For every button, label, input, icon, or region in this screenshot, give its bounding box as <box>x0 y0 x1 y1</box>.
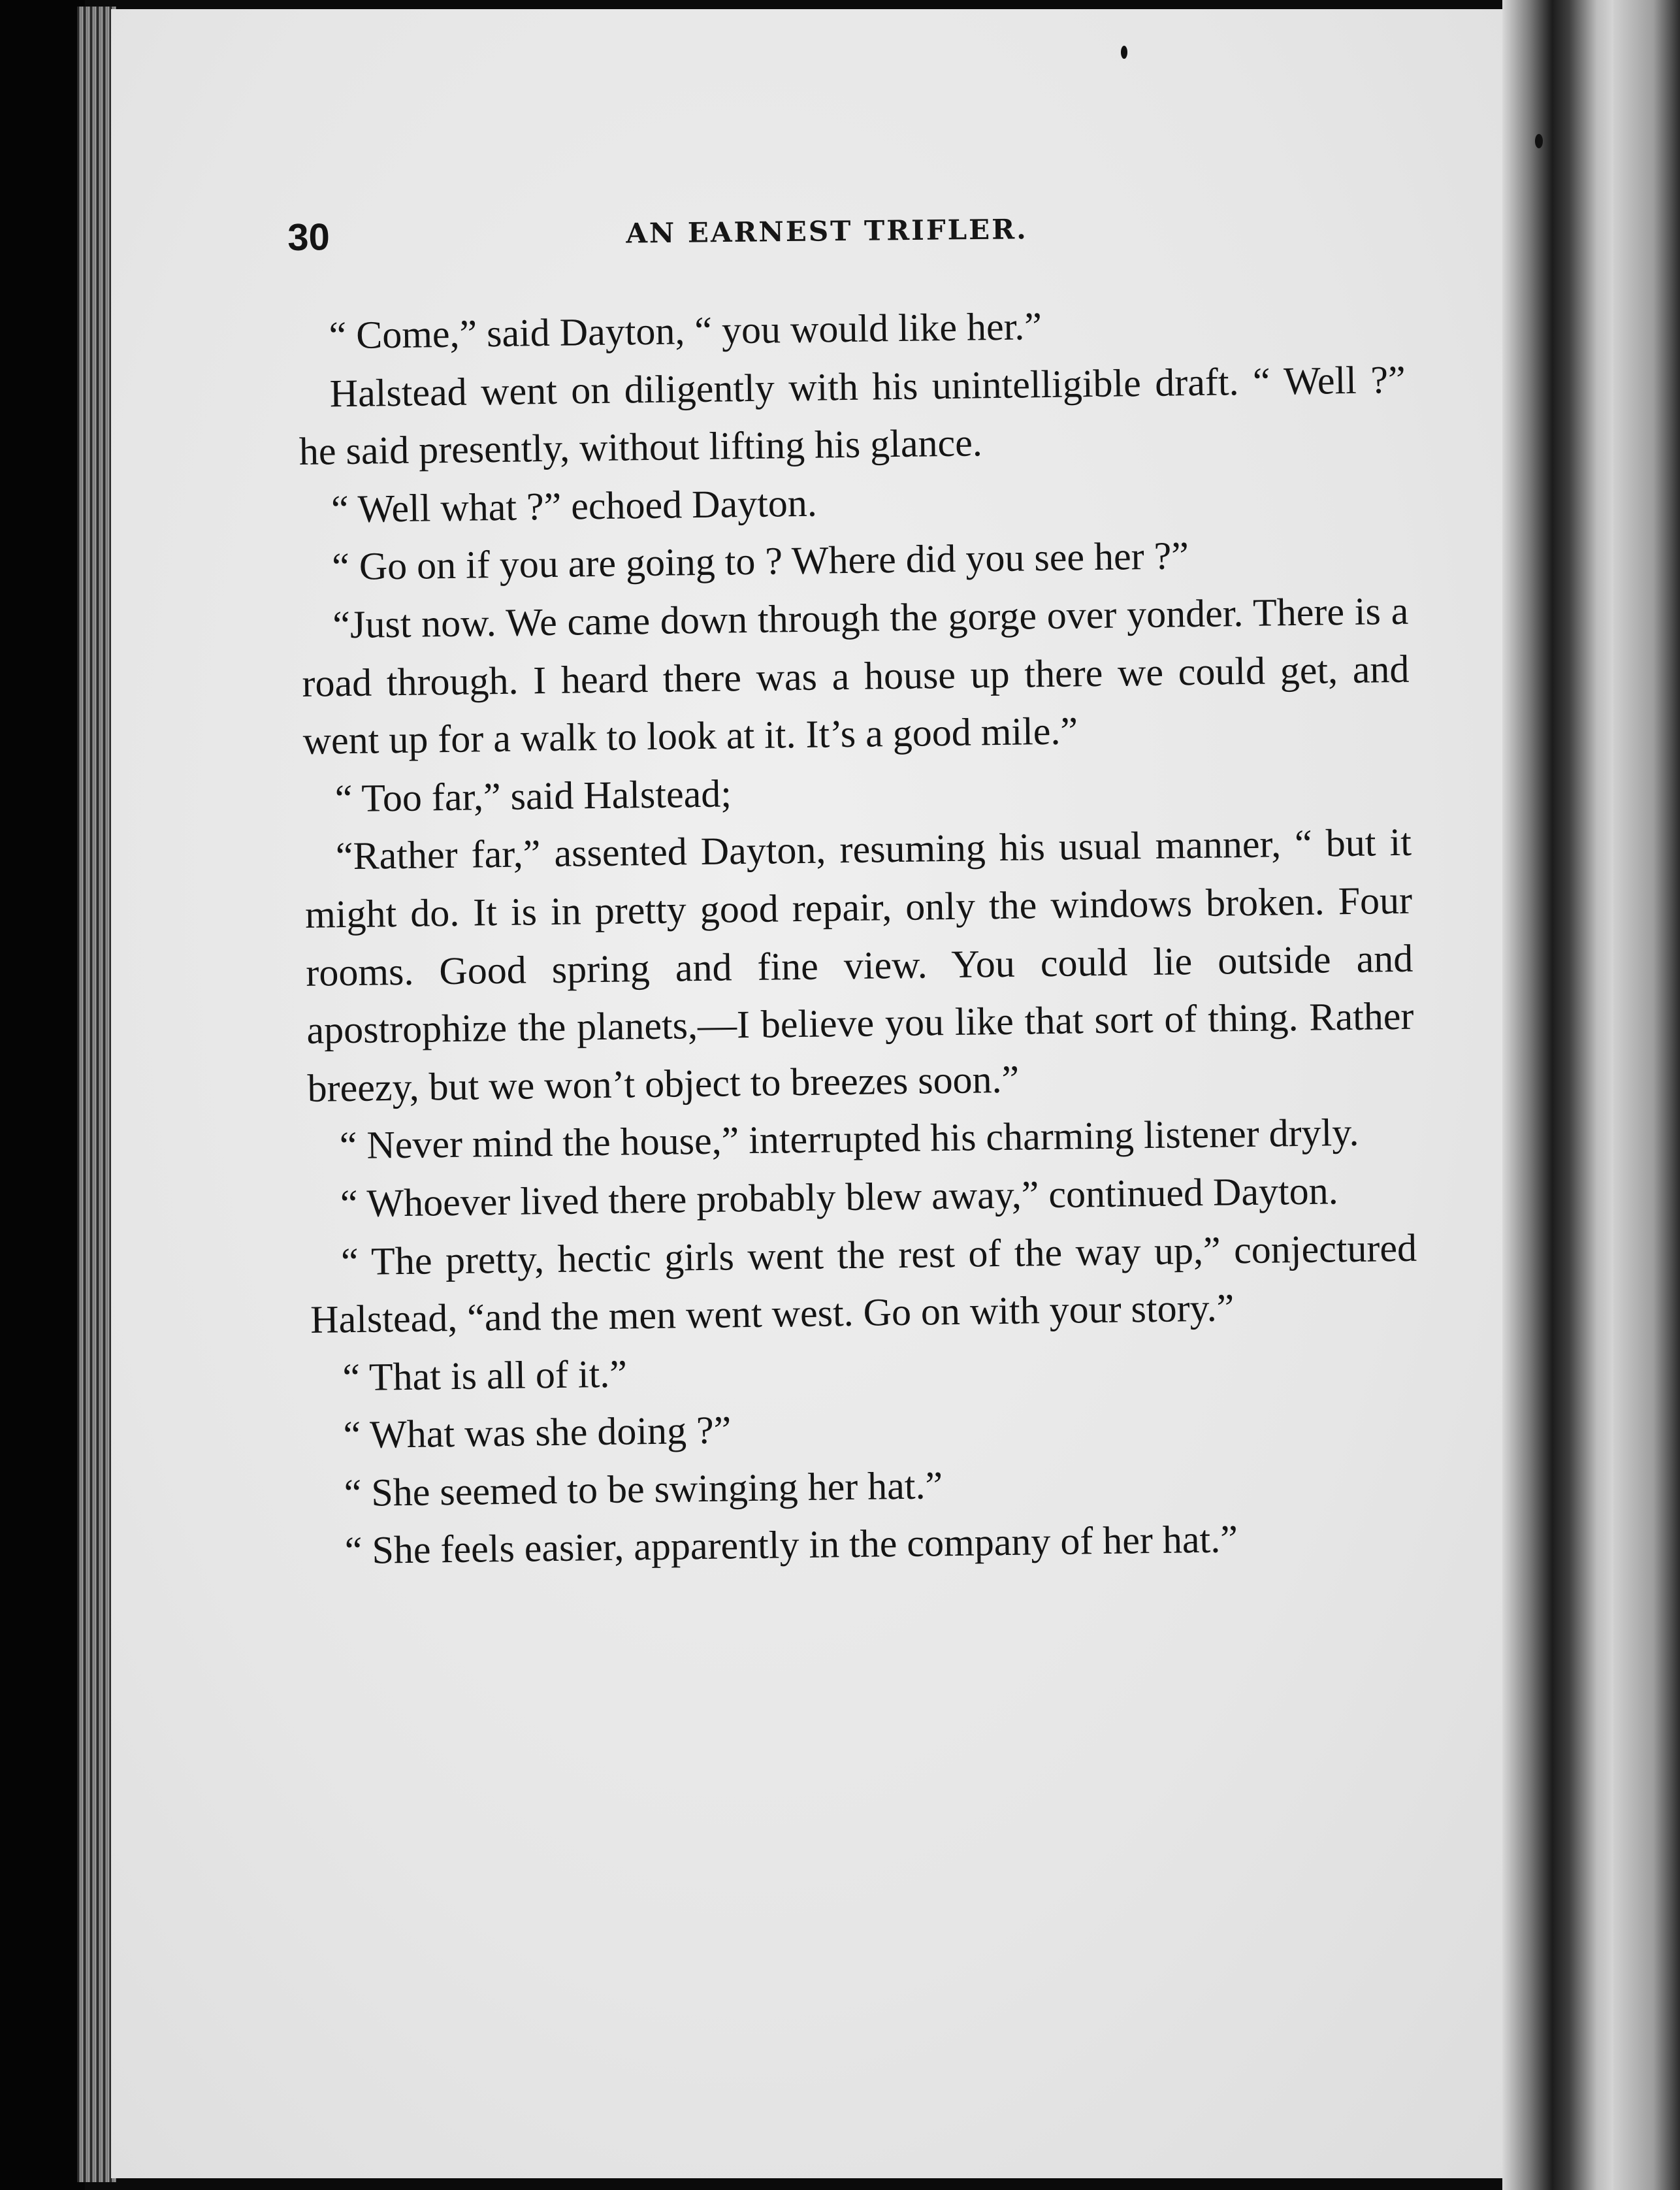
paragraph: “Rather far,” assented Dayton, resuming his usual manner, “ but it might do. It is in pretty good repair, only the windows broken. Four rooms. Good spring and fine view. You could lie outside and apostrophize the planets,—I believe you like that sort of thing. Rather breezy, but we won’t object to breezes soon.” <box>304 821 1414 1110</box>
body-text <box>297 293 1421 1580</box>
paragraph: “ Come,” said Dayton, “ you would like her.” <box>329 304 1042 357</box>
paragraph: “ She feels easier, apparently in the company of her hat.” <box>344 1517 1238 1573</box>
paragraph: “ Go on if you are going to ? Where did you see her ?” <box>331 534 1189 589</box>
paragraph: “ She seemed to be swinging her hat.” <box>344 1463 943 1515</box>
paragraph: “ That is all of it.” <box>342 1352 628 1399</box>
paragraph: “ Never mind the house,” interrupted his charming listener dryly. <box>339 1111 1359 1168</box>
paragraph: Halstead went on diligently with his unintelligible draft. “ Well ?” he said presently, without lifting his glance. <box>299 357 1406 474</box>
page-stack-edges <box>77 7 116 2182</box>
paragraph: “Just now. We came down through the gorge over yonder. There is a road through. I heard there was a house up there we could get, and went up for a walk to look at it. It’s a good mile.” <box>302 589 1410 763</box>
facing-page-edge <box>1613 0 1680 2190</box>
paragraph: “ Well what ?” echoed Dayton. <box>331 481 818 531</box>
paragraph: “ Whoever lived there probably blew away,” continued Dayton. <box>340 1169 1339 1226</box>
page-number: 30 <box>287 216 331 259</box>
paragraph: “ What was she doing ?” <box>343 1408 732 1457</box>
book-gutter <box>1502 0 1613 2190</box>
paragraph: “ Too far,” said Halstead; <box>334 772 732 821</box>
scan-left-border <box>0 0 85 2190</box>
running-head: AN EARNEST TRIFLER. <box>626 213 1028 250</box>
ink-speck <box>1535 134 1543 148</box>
ink-speck <box>1121 46 1127 59</box>
paragraph: “ The pretty, hectic girls went the rest of the way up,” conjectured Halstead, “and the men went west. Go on with your story.” <box>310 1226 1417 1341</box>
